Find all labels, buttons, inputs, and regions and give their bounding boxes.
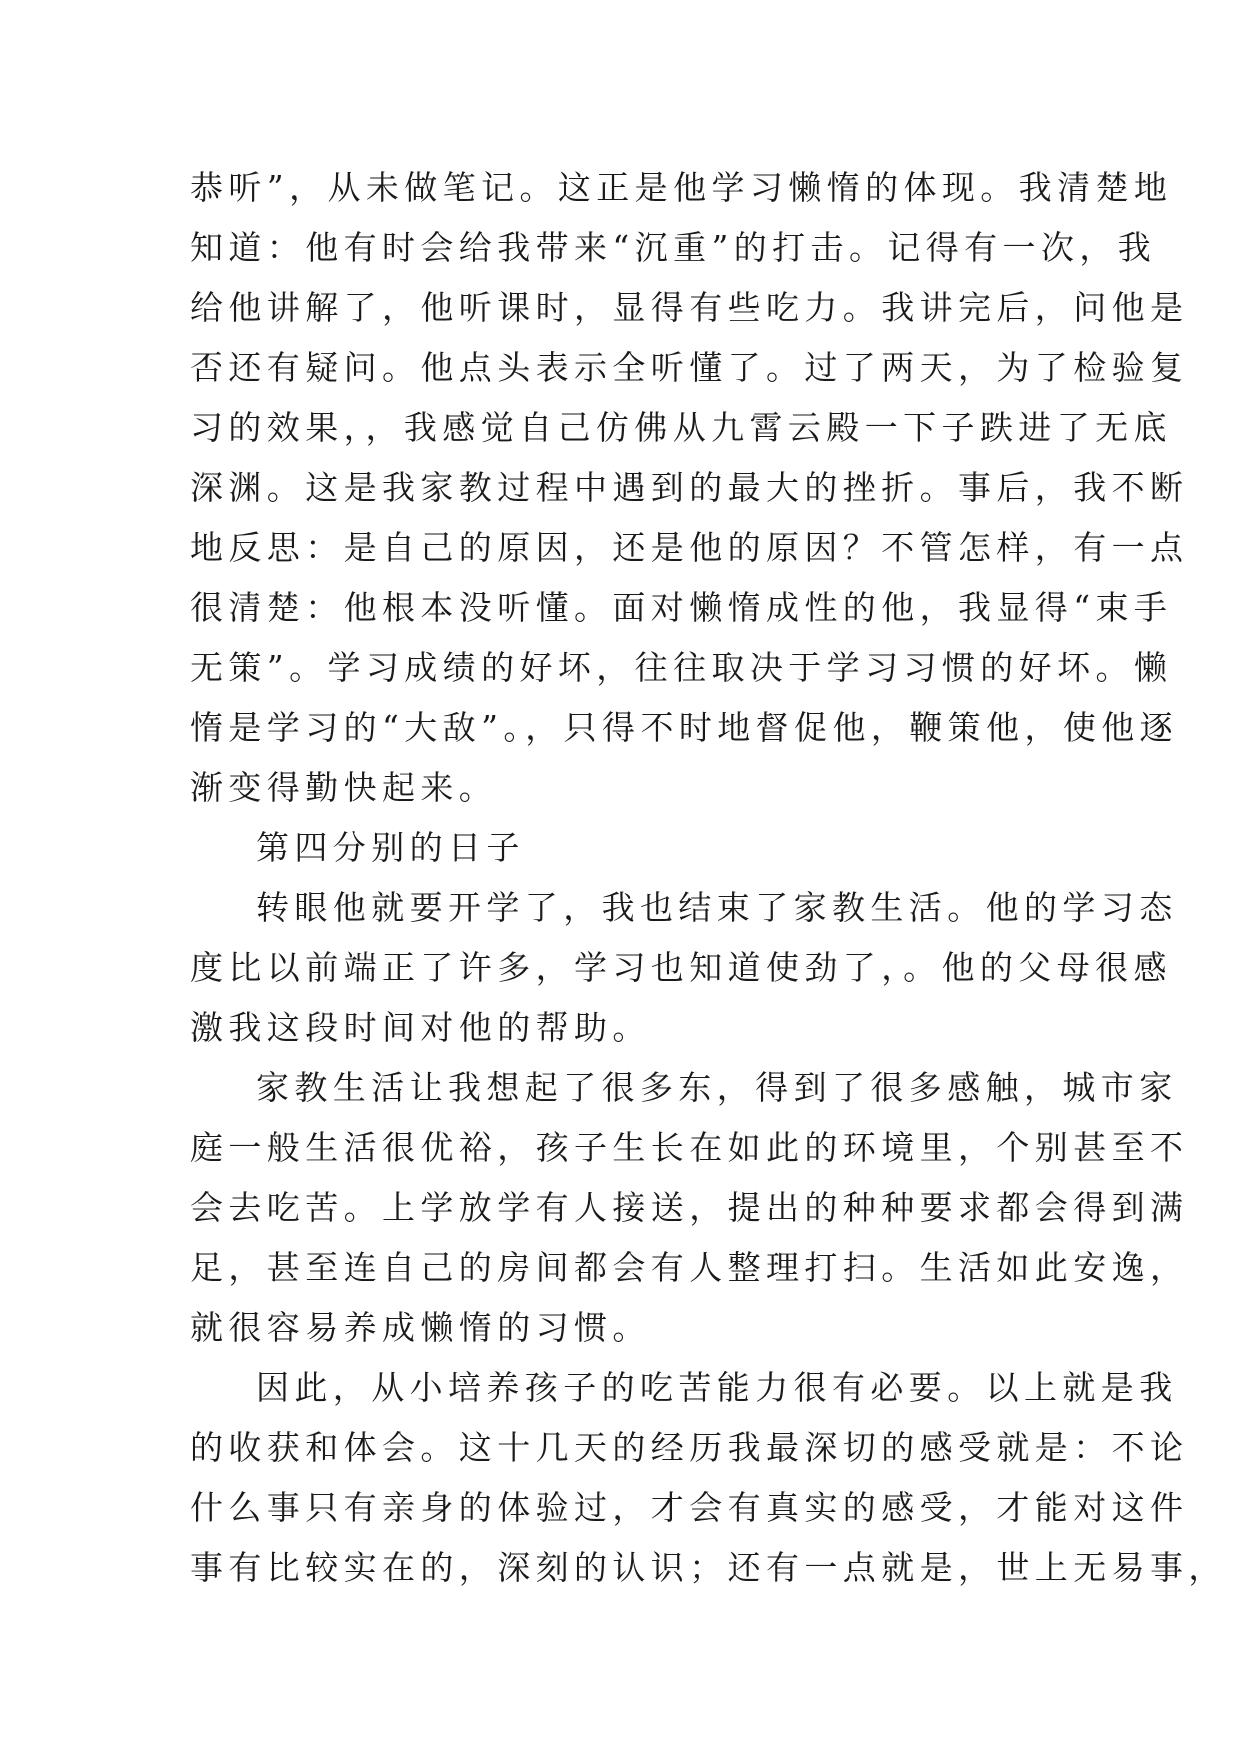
text-line: 渐变得勤快起来。 (190, 768, 498, 807)
text-line: 就很容易养成懒惰的习惯。 (190, 1308, 651, 1347)
text-line: 会去吃苦。上学放学有人接送，提出的种种要求都会得到满 (190, 1188, 1189, 1227)
text-line: 激我这段时间对他的帮助。 (190, 1008, 651, 1047)
text-line: 庭一般生活很优裕，孩子生长在如此的环境里，个别甚至不 (190, 1128, 1189, 1167)
text-line: 恭听”，从未做笔记。这正是他学习懒惰的体现。我清楚地 (190, 168, 1173, 207)
text-line: 否还有疑问。他点头表示全听懂了。过了两天，为了检验复 (190, 348, 1189, 387)
paragraph-start-line: 家教生活让我想起了很多东，得到了很多感触，城市家 (256, 1068, 1178, 1107)
text-line: 知道：他有时会给我带来“沉重”的打击。记得有一次，我 (190, 228, 1157, 267)
paragraph-start-line: 因此，从小培养孩子的吃苦能力很有必要。以上就是我 (256, 1368, 1178, 1407)
text-line: 什么事只有亲身的体验过，才会有真实的感受，才能对这件 (190, 1488, 1189, 1527)
text-line: 的收获和体会。这十几天的经历我最深切的感受就是：不论 (190, 1428, 1189, 1467)
text-line: 给他讲解了，他听课时，显得有些吃力。我讲完后，问他是 (190, 288, 1189, 327)
text-line: 很清楚：他根本没听懂。面对懒惰成性的他，我显得“束手 (190, 588, 1173, 627)
text-line: 足，甚至连自己的房间都会有人整理打扫。生活如此安逸， (190, 1248, 1189, 1287)
text-line: 习的效果，，我感觉自己仿佛从九霄云殿一下子跌进了无底 (190, 408, 1172, 447)
paragraph-start-line: 转眼他就要开学了，我也结束了家教生活。他的学习态 (256, 888, 1178, 927)
text-line: 无策”。学习成绩的好坏，往往取决于学习习惯的好坏。懒 (190, 648, 1173, 687)
text-line: 地反思：是自己的原因，还是他的原因？不管怎样，有一点 (190, 528, 1189, 567)
text-line: 深渊。这是我家教过程中遇到的最大的挫折。事后，我不断 (190, 468, 1189, 507)
section-heading: 第四分别的日子 (256, 828, 525, 867)
text-line: 事有比较实在的，深刻的认识；还有一点就是，世上无易事， (190, 1548, 1227, 1587)
text-line: 度比以前端正了许多，学习也知道使劲了，。他的父母很感 (190, 948, 1172, 987)
body-text (190, 158, 1227, 1598)
text-line: 惰是学习的“大敌”。，只得不时地督促他，鞭策他，使他逐 (190, 708, 1179, 747)
